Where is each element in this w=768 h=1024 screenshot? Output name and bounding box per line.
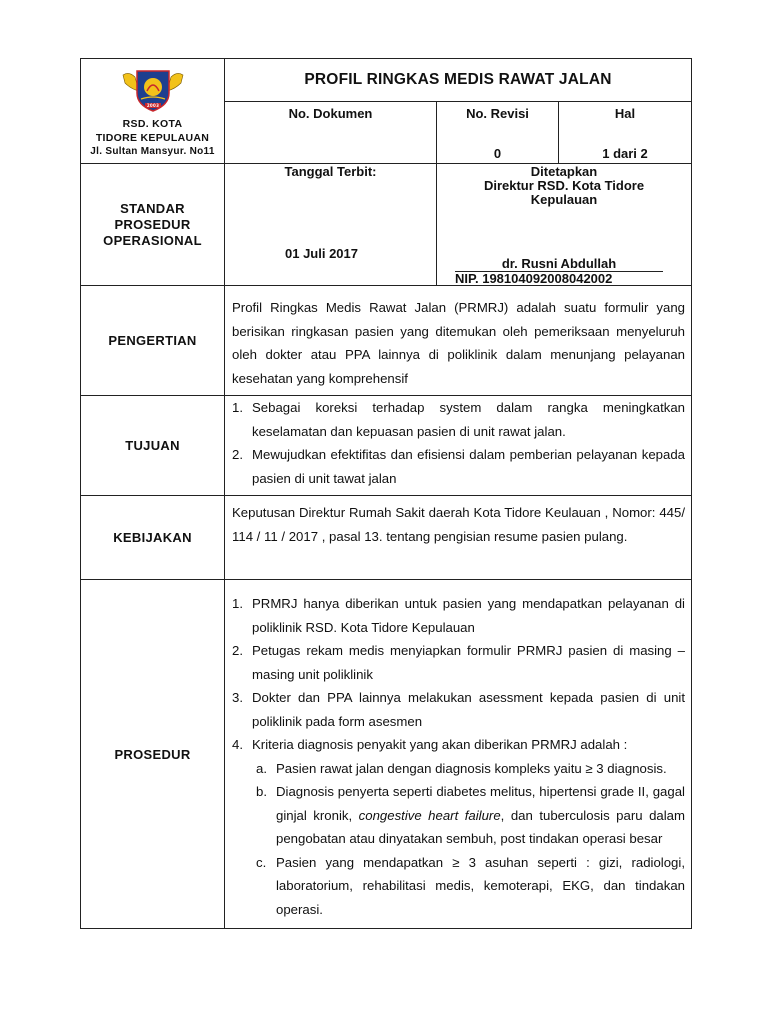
spo-details	[225, 164, 691, 285]
signer-name: dr. Rusni Abdullah	[455, 257, 663, 272]
list-text: PRMRJ hanya diberikan untuk pasien yang mendapatkan pelayanan di poliklinik RSD. Kota Tidore Kepulauan	[252, 596, 685, 635]
list-text: Sebagai koreksi terhadap system dalam rangka meningkatkan keselamatan dan kepuasan pasien di unit rawat jalan.	[252, 400, 685, 439]
list-text: Mewujudkan efektifitas dan efisiensi dalam pemberian pelayanan kepada pasien di unit tawat jalan	[252, 447, 685, 486]
list-number: 4.	[232, 737, 243, 752]
hospital-address: Jl. Sultan Mansyur. No11	[90, 146, 215, 157]
pengertian-label: PENGERTIAN	[81, 286, 225, 395]
pengertian-content	[225, 286, 691, 395]
list-item	[232, 592, 685, 639]
no-dokumen-label: No. Dokumen	[288, 106, 373, 121]
hal-cell	[559, 102, 691, 163]
sub-list-text	[276, 780, 685, 851]
ditetapkan-office: Direktur RSD. Kota Tidore	[483, 178, 645, 193]
kriteria-sublist	[252, 757, 685, 922]
spo-row	[81, 164, 691, 286]
sub-list-item	[252, 851, 685, 922]
list-item	[232, 686, 685, 733]
prosedur-label: PROSEDUR	[81, 580, 225, 928]
list-number: 3.	[232, 690, 243, 705]
hospital-name-line1: RSD. KOTA	[122, 118, 183, 130]
list-number: 2.	[232, 643, 243, 658]
sub-list-text: Pasien yang mendapatkan ≥ 3 asuhan seperti : gizi, radiologi, laboratorium, rehabilitasi medis, kemoterapi, EKG, dan tindakan operasi.	[276, 854, 685, 917]
list-text: Petugas rekam medis menyiapkan formulir PRMRJ pasien di masing – masing unit poliklinik	[252, 643, 685, 682]
logo-year: 2003	[146, 103, 159, 108]
sub-list-text-part: , dan tuberculosis paru dalam pengobatan atau dinyatakan sembuh, post tindakan operasi besar	[276, 807, 685, 846]
sub-list-item	[252, 757, 685, 781]
prosedur-row	[81, 580, 691, 928]
tujuan-list	[232, 396, 685, 490]
spo-label: STANDAR PROSEDUR OPERASIONAL	[81, 164, 225, 285]
sub-list-text: Pasien rawat jalan dengan diagnosis kompleks yaitu ≥ 3 diagnosis.	[276, 760, 667, 776]
sub-list-item	[252, 780, 685, 851]
sub-list-text-part: Diagnosis penyerta seperti diabetes melitus, hipertensi grade II, gagal ginjal kronik,	[276, 784, 685, 823]
tanggal-terbit-cell	[225, 164, 437, 285]
kebijakan-text: Keputusan Direktur Rumah Sakit daerah Kota Tidore Keulauan , Nomor: 445/ 114 / 11 / 2017 , pasal 13. tentang pengisian resume pasien pulang.	[232, 505, 685, 544]
document-meta	[225, 102, 691, 163]
list-number: 1.	[232, 596, 243, 611]
tujuan-content	[225, 396, 691, 495]
tujuan-row	[81, 396, 691, 496]
kebijakan-content	[225, 496, 691, 579]
sub-list-letter: c.	[256, 854, 267, 870]
tanggal-terbit-label: Tanggal Terbit:	[284, 164, 377, 179]
hal-value: 1 dari 2	[602, 146, 648, 161]
list-number: 1.	[232, 400, 243, 415]
hospital-logo-icon	[121, 65, 185, 113]
no-revisi-label: No. Revisi	[466, 106, 529, 121]
pengertian-text: Profil Ringkas Medis Rawat Jalan (PRMRJ) adalah suatu formulir yang berisikan ringkasan pasien yang ditemukan oleh pemeriksaan menyeluruh oleh dokter atau PPA lainnya di poliklinik dalam menunjang pelayanan kesehatan yang komprehensif	[232, 300, 685, 386]
ditetapkan-office-cont: Kepulauan	[530, 192, 598, 207]
list-item	[232, 733, 685, 921]
sop-document	[80, 58, 692, 929]
sub-list-text-italic: congestive heart failure	[358, 807, 501, 823]
signer-nip: NIP. 198104092008042002	[455, 271, 613, 286]
sub-list-letter: a.	[256, 760, 267, 776]
list-text: Kriteria diagnosis penyakit yang akan diberikan PRMRJ adalah :	[252, 737, 628, 752]
no-revisi-value: 0	[493, 146, 502, 161]
tanggal-terbit-value: 01 Juli 2017	[285, 246, 358, 261]
sub-list-letter: b.	[256, 784, 267, 799]
list-item	[232, 639, 685, 686]
list-item	[232, 396, 685, 443]
prosedur-content	[225, 580, 691, 928]
ditetapkan-cell	[437, 164, 691, 285]
no-revisi-cell	[437, 102, 559, 163]
prosedur-list	[232, 592, 685, 921]
list-text: Dokter dan PPA lainnya melakukan asessment kepada pasien di unit poliklinik pada form asesmen	[252, 690, 685, 729]
tujuan-label: TUJUAN	[81, 396, 225, 495]
header-row	[81, 59, 691, 164]
hospital-name-line2: TIDORE KEPULAUAN	[95, 132, 210, 144]
hal-label: Hal	[614, 106, 636, 121]
document-title: PROFIL RINGKAS MEDIS RAWAT JALAN	[225, 59, 691, 102]
kebijakan-label: KEBIJAKAN	[81, 496, 225, 579]
hospital-identity-cell	[81, 59, 225, 163]
title-area	[225, 59, 691, 163]
list-item	[232, 443, 685, 490]
pengertian-row	[81, 286, 691, 396]
ditetapkan-label: Ditetapkan	[530, 164, 598, 179]
list-number: 2.	[232, 447, 243, 462]
kebijakan-row	[81, 496, 691, 580]
no-dokumen-cell	[225, 102, 437, 163]
